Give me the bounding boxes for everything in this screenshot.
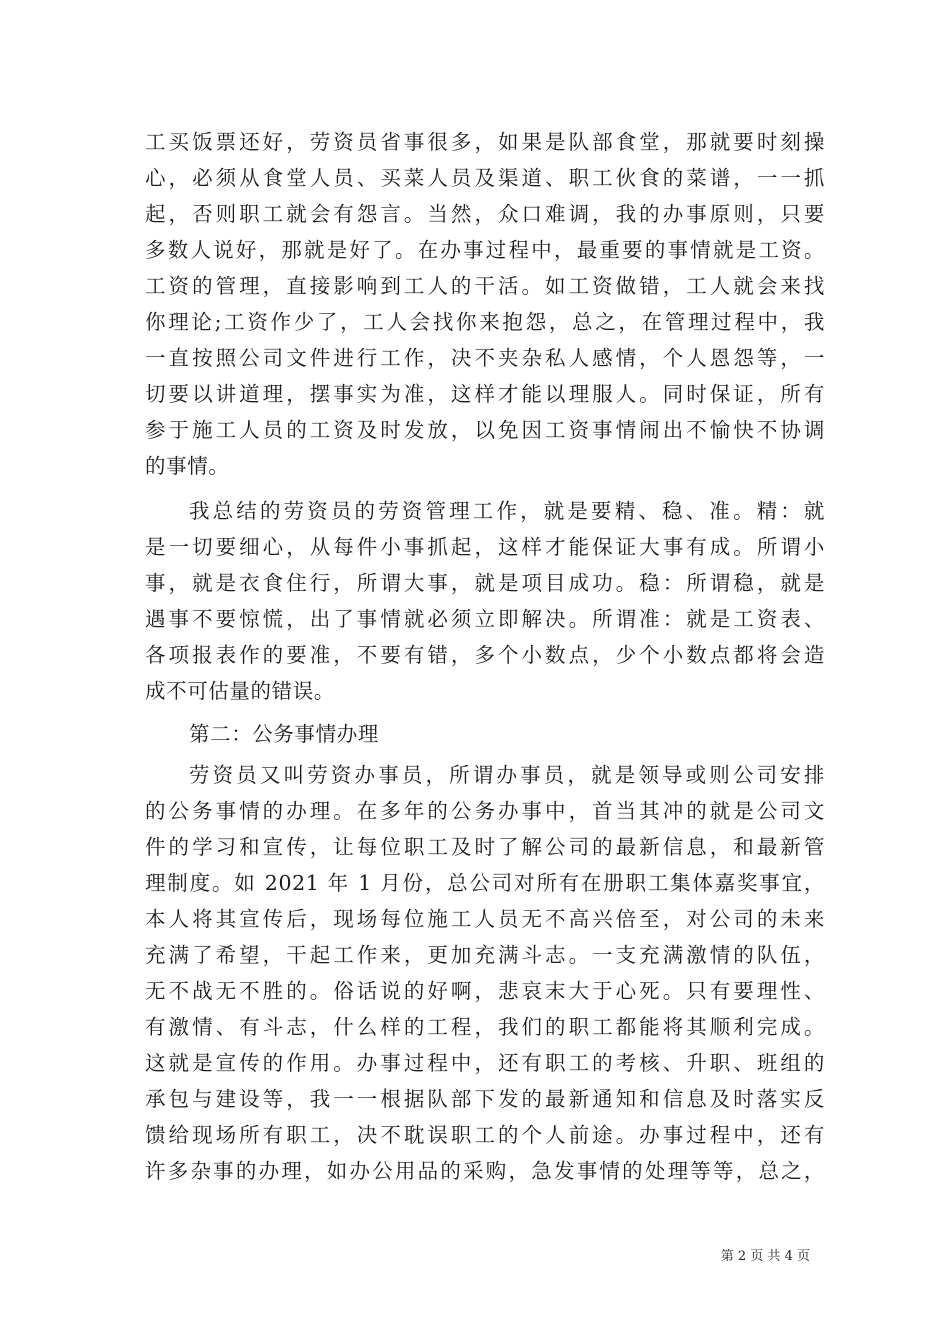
body-text-line: 的公务事情的办理。在多年的公务办事中，首当其冲的就是公司文 — [145, 799, 825, 823]
body-text-line: 充满了希望，干起工作来，更加充满斗志。一支充满激情的队伍， — [145, 943, 825, 967]
body-text-line: 参于施工人员的工资及时发放，以免因工资事情闹出不愉快不协调 — [145, 418, 825, 442]
section-heading: 第二：公务事情办理 — [189, 722, 379, 746]
body-text-line: 你理论;工资作少了，工人会找你来抱怨，总之，在管理过程中，我 — [145, 310, 825, 334]
page-number-footer: 第 2 页 共 4 页 — [720, 1249, 810, 1264]
body-text-line: 承包与建设等，我一一根据队部下发的最新通知和信息及时落实反 — [145, 1087, 825, 1111]
body-text-line: 这就是宣传的作用。办事过程中，还有职工的考核、升职、班组的 — [145, 1051, 825, 1075]
body-text-line: 一直按照公司文件进行工作，决不夹杂私人感情，个人恩怨等，一 — [145, 346, 825, 370]
body-text-line: 工资的管理，直接影响到工人的干活。如工资做错，工人就会来找 — [145, 274, 825, 298]
body-text-line: 理制度。如 2021 年 1 月份，总公司对所有在册职工集体嘉奖事宜， — [145, 871, 825, 895]
body-text-line: 心，必须从食堂人员、买菜人员及渠道、职工伙食的菜谱，一一抓 — [145, 166, 825, 190]
body-text-line: 件的学习和宣传，让每位职工及时了解公司的最新信息，和最新管 — [145, 835, 825, 859]
body-text-line: 无不战无不胜的。俗话说的好啊，悲哀末大于心死。只有要理性、 — [145, 979, 825, 1003]
body-text-line: 多数人说好，那就是好了。在办事过程中，最重要的事情就是工资。 — [145, 238, 825, 262]
paragraph-first-line: 劳资员又叫劳资办事员，所谓办事员，就是领导或则公司安排 — [189, 763, 825, 787]
paragraph-first-line: 我总结的劳资员的劳资管理工作，就是要精、稳、准。精：就 — [189, 499, 825, 523]
body-text-line: 各项报表作的要准，不要有错，多个小数点，少个小数点都将会造 — [145, 643, 825, 667]
body-text-line: 成不可估量的错误。 — [145, 679, 335, 703]
body-text-line: 本人将其宣传后，现场每位施工人员无不高兴倍至，对公司的未来 — [145, 907, 825, 931]
body-text-line: 工买饭票还好，劳资员省事很多，如果是队部食堂，那就要时刻操 — [145, 130, 825, 154]
body-text-line: 事，就是衣食住行，所谓大事，就是项目成功。稳：所谓稳，就是 — [145, 571, 825, 595]
body-text-line: 切要以讲道理，摆事实为准，这样才能以理服人。同时保证，所有 — [145, 382, 825, 406]
body-text-line: 馈给现场所有职工，决不耽误职工的个人前途。办事过程中，还有 — [145, 1123, 825, 1147]
body-text-line: 起，否则职工就会有怨言。当然，众口难调，我的办事原则，只要 — [145, 202, 825, 226]
body-text-line: 有激情、有斗志，什么样的工程，我们的职工都能将其顺利完成。 — [145, 1015, 825, 1039]
body-text-line: 遇事不要惊慌，出了事情就必须立即解决。所谓准：就是工资表、 — [145, 607, 825, 631]
body-text-line: 是一切要细心，从每件小事抓起，这样才能保证大事有成。所谓小 — [145, 535, 825, 559]
body-text-line: 的事情。 — [145, 454, 230, 478]
body-text-line: 许多杂事的办理，如办公用品的采购，急发事情的处理等等，总之， — [145, 1159, 825, 1183]
